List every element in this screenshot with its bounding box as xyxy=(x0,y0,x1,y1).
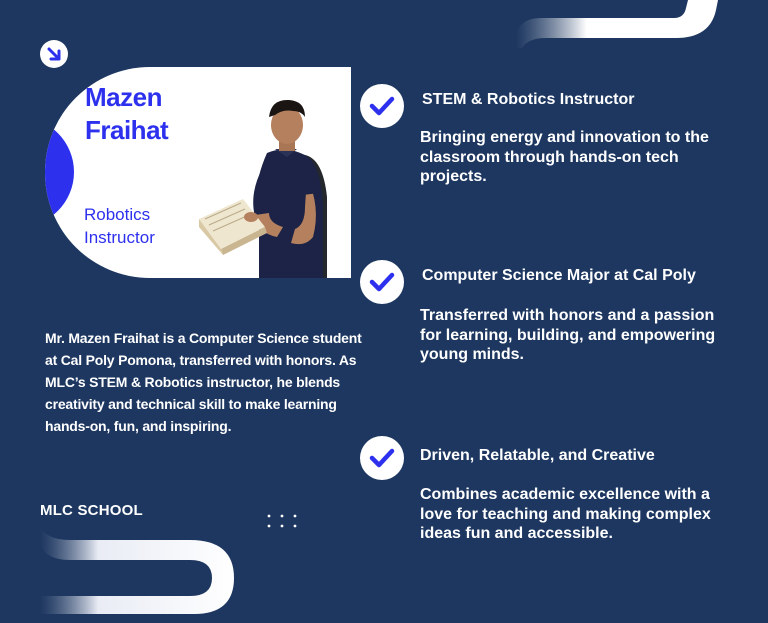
feature-title: STEM & Robotics Instructor xyxy=(422,91,635,108)
feature-item xyxy=(360,260,720,363)
bio-paragraph: Mr. Mazen Fraihat is a Computer Science student at Cal Poly Pomona, transferred with honors. As MLC’s STEM & Robotics instructor, he blends creativity and technical skill to make learning hands-on, fun, and inspiring. xyxy=(45,330,362,434)
decorative-dots xyxy=(266,513,300,531)
arrow-badge xyxy=(40,40,68,68)
checkmark-icon xyxy=(360,84,404,128)
card-accent-shape xyxy=(45,117,74,227)
decorative-wave-top xyxy=(516,0,718,50)
school-name: MLC SCHOOL xyxy=(40,502,143,519)
feature-title: Computer Science Major at Cal Poly xyxy=(422,267,696,284)
arrow-down-right-icon xyxy=(40,40,68,68)
feature-description: Bringing energy and innovation to the classroom through hands-on tech projects. xyxy=(420,129,709,185)
profile-name: Mazen Fraihat xyxy=(85,82,169,145)
checkmark-icon xyxy=(360,436,404,480)
check-badge xyxy=(360,260,404,304)
check-badge xyxy=(360,436,404,480)
decorative-wave-bottom xyxy=(40,520,236,623)
feature-title: Driven, Relatable, and Creative xyxy=(420,447,655,464)
profile-card xyxy=(45,67,351,278)
checkmark-icon xyxy=(360,260,404,304)
feature-description: Combines academic excellence with a love for teaching and making complex ideas fun and accessible. xyxy=(420,486,711,542)
feature-item xyxy=(360,84,720,184)
check-badge xyxy=(360,84,404,128)
profile-role: Robotics Instructor xyxy=(84,205,155,247)
feature-item xyxy=(360,436,720,546)
feature-description: Transferred with honors and a passion for learning, building, and empowering young minds. xyxy=(420,307,716,363)
person-reading-book-icon xyxy=(195,97,351,278)
